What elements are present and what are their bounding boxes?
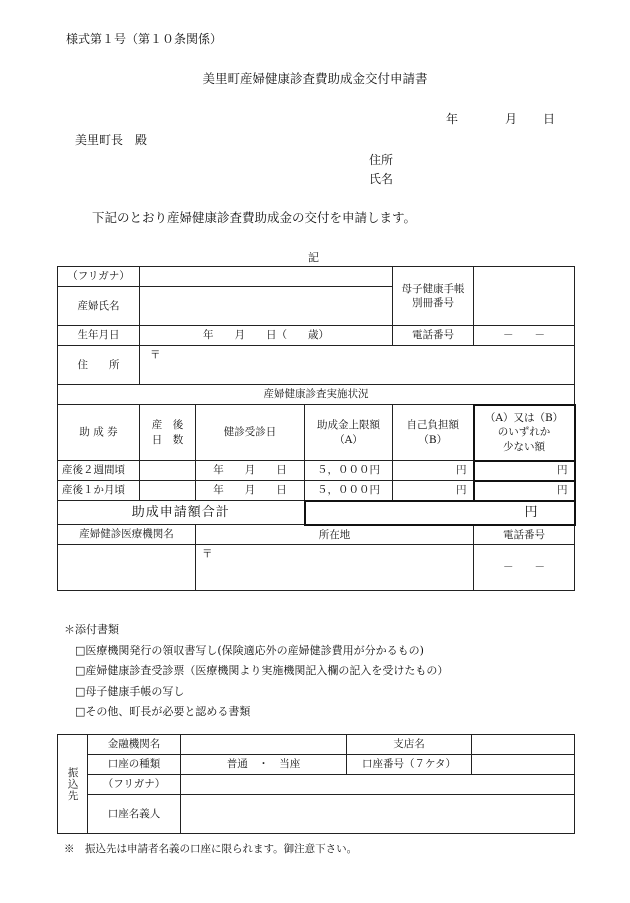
holder-furigana-input[interactable]	[181, 775, 575, 795]
date-day-label: 日	[543, 112, 556, 126]
handbook-number-label: 母子健康手帳 別冊番号	[393, 267, 474, 326]
row-label: 産後２週間頃	[58, 461, 140, 481]
institution-location-input[interactable]	[196, 545, 474, 591]
attachment-item[interactable]: □医療機関発行の領収書写し(保険適応外の産婦健診費用が分かるもの)	[75, 643, 424, 657]
birth-date-input[interactable]: 年 月 日（ 歳）	[140, 326, 393, 346]
voucher-header: 助 成 券	[58, 405, 140, 461]
total-amount-input[interactable]: 円	[305, 501, 575, 525]
lesser-amount-input[interactable]: 円	[474, 481, 575, 501]
application-date	[446, 110, 555, 127]
addressee: 美里町長 殿	[75, 133, 148, 147]
institution-name-input[interactable]	[58, 545, 196, 591]
self-pay-header: 自己負担額 （B）	[393, 405, 474, 461]
exam-date-header: 健診受診日	[196, 405, 305, 461]
limit-value: ５，０００円	[305, 461, 393, 481]
total-label: 助成申請額合計	[58, 501, 305, 525]
attachment-item[interactable]: □産婦健康診査受診票（医療機関より実施機関記入欄の記入を受けたもの）	[75, 664, 449, 677]
address-input[interactable]	[140, 346, 575, 385]
applicant-address-label: 住所	[369, 153, 394, 167]
account-holder-input[interactable]	[181, 795, 575, 834]
days-input[interactable]	[140, 481, 196, 501]
mother-name-label: 産婦氏名	[58, 287, 140, 326]
account-holder-label: 口座名義人	[88, 795, 181, 834]
institution-phone-label: 電話番号	[474, 525, 575, 545]
exam-date-input[interactable]: 年 月 日	[196, 481, 305, 501]
row-label: 産後１か月頃	[58, 481, 140, 501]
lesser-amount-input[interactable]: 円	[474, 461, 575, 481]
transfer-destination-label: 振込先	[58, 735, 88, 834]
footer-note: ※ 振込先は申請者名義の口座に限られます。御注意下さい。	[64, 843, 358, 855]
exam-row-2weeks	[58, 461, 575, 481]
form-number: 様式第１号（第１０条関係）	[66, 32, 223, 46]
attachment-item[interactable]: □母子健康手帳の写し	[75, 684, 185, 698]
applicant-name-label: 氏名	[369, 172, 394, 186]
exam-section-title: 産婦健康診査実施状況	[58, 385, 575, 405]
postal-mark: 〒	[150, 349, 161, 361]
self-pay-input[interactable]: 円	[393, 461, 474, 481]
account-type-label: 口座の種類	[88, 755, 181, 775]
account-type-options[interactable]: 普通 ・ 当座	[181, 755, 347, 775]
days-header: 産 後 日 数	[140, 405, 196, 461]
exam-date-input[interactable]: 年 月 日	[196, 461, 305, 481]
lesser-amount-header: （A）又は（B） のいずれか 少ない額	[474, 405, 575, 461]
branch-label: 支店名	[347, 735, 472, 755]
attachments-list	[64, 620, 448, 723]
address-label: 住 所	[58, 346, 140, 385]
mother-name-input[interactable]	[140, 287, 393, 326]
furigana-label: （フリガナ）	[58, 267, 140, 287]
intro-text: 下記のとおり産婦健康診査費助成金の交付を申請します。	[92, 210, 417, 225]
limit-header: 助成金上限額 （A）	[305, 405, 393, 461]
handbook-number-input[interactable]	[474, 267, 575, 326]
account-number-input[interactable]	[472, 755, 575, 775]
date-month-label: 月	[505, 112, 518, 126]
date-year-label: 年	[446, 112, 459, 126]
branch-input[interactable]	[472, 735, 575, 755]
account-number-label: 口座番号（７ケタ）	[347, 755, 472, 775]
institution-phone-input[interactable]: － －	[474, 545, 575, 591]
self-pay-input[interactable]: 円	[393, 481, 474, 501]
limit-value: ５，０００円	[305, 481, 393, 501]
attachments-heading: ＊添付書類	[64, 623, 119, 636]
application-table	[57, 266, 576, 591]
bank-name-input[interactable]	[181, 735, 347, 755]
holder-furigana-label: （フリガナ）	[88, 775, 181, 795]
attachment-item[interactable]: □その他、町長が必要と認める書類	[75, 705, 251, 718]
phone-label: 電話番号	[393, 326, 474, 346]
document-title: 美里町産婦健康診査費助成金交付申請書	[202, 71, 428, 86]
furigana-input[interactable]	[140, 267, 393, 287]
institution-name-label: 産婦健診医療機関名	[58, 525, 196, 545]
phone-input[interactable]: － －	[474, 326, 575, 346]
birth-date-label: 生年月日	[58, 326, 140, 346]
bank-name-label: 金融機関名	[88, 735, 181, 755]
institution-location-label: 所在地	[196, 525, 474, 545]
postal-mark: 〒	[202, 548, 213, 560]
exam-row-1month	[58, 481, 575, 501]
ki-label: 記	[308, 251, 319, 264]
bank-table	[57, 734, 575, 834]
days-input[interactable]	[140, 461, 196, 481]
